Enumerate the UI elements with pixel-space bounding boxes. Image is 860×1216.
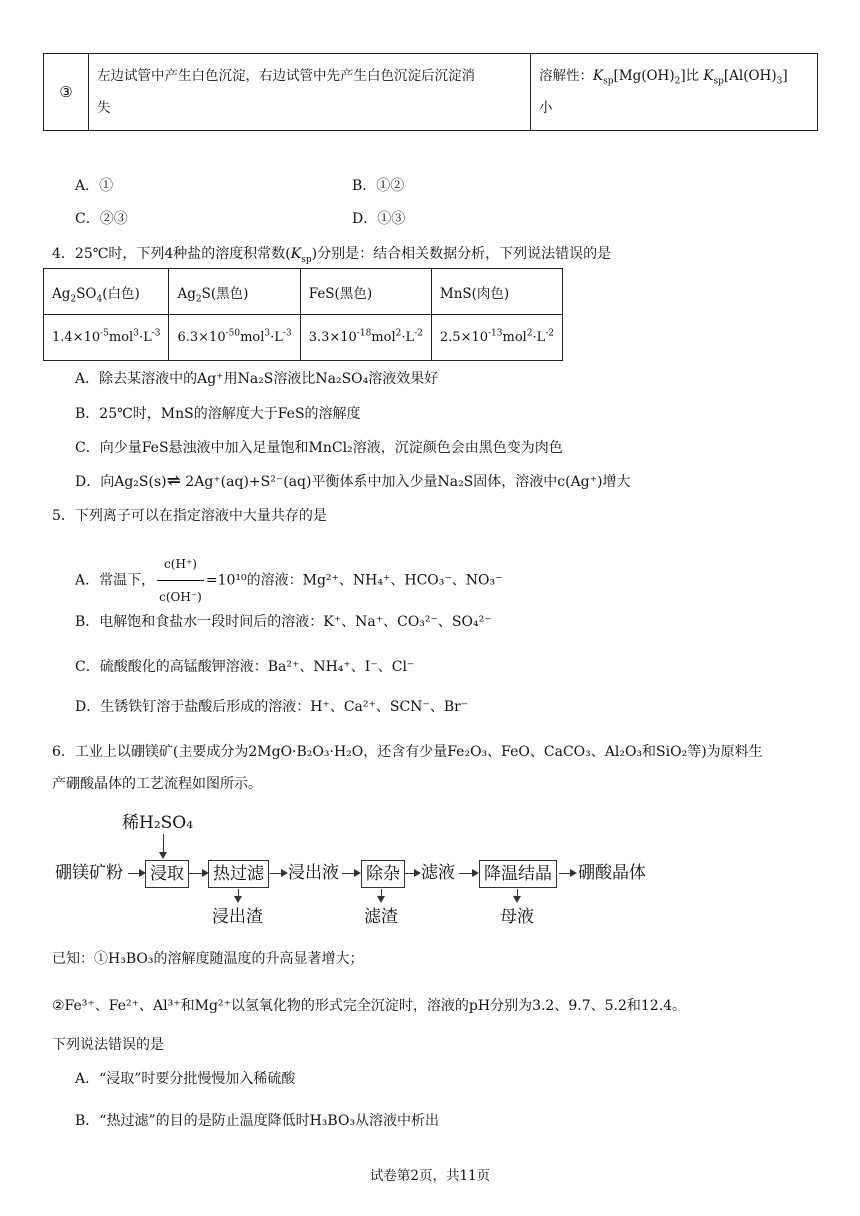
flow-arrow-7 xyxy=(559,873,575,874)
q3-option-d: D．①③ xyxy=(352,211,406,227)
flow-arrow-reagent xyxy=(163,834,164,857)
ksp-table xyxy=(43,268,563,361)
conclusion-line2: 小 xyxy=(539,100,553,116)
flow-arrow-1 xyxy=(128,873,144,874)
conclusion-cell xyxy=(531,54,818,131)
phenomenon-line1: 左边试管中产生白色沉淀，右边试管中先产生白色沉淀后沉淀消 xyxy=(97,68,475,84)
flow-arrow-down-2 xyxy=(381,889,382,901)
q6-stem-line1: 6．工业上以硼镁矿(主要成分为2MgO·B₂O₃·H₂O，还含有少量Fe₂O₃、FeO、CaCO₃、Al₂O₃和SiO₂等)为原料生 xyxy=(52,744,763,760)
q6-known-2: ②Fe³⁺、Fe²⁺、Al³⁺和Mg²⁺以氢氧化物的形式完全沉淀时，溶液的pH分别为3.2、9.7、5.2和12.4。 xyxy=(52,998,687,1014)
ksp-header-ag2s: $Ag_2S$(黑色) xyxy=(169,269,300,315)
phenomenon-cell xyxy=(89,54,531,131)
flow-waste-mother-liquor: 母液 xyxy=(500,907,534,927)
ksp-header-fes: FeS(黑色) xyxy=(300,269,431,315)
ksp-value-ag2s: $6.3\times 10^{-50}mol^3\cdot L^{-3}$ xyxy=(169,315,300,361)
q6-option-a: A．“浸取”时要分批慢慢加入稀硫酸 xyxy=(75,1071,296,1087)
page-footer: 试卷第2页，共11页 xyxy=(369,1168,491,1184)
q5-stem: 5．下列离子可以在指定溶液中大量共存的是 xyxy=(52,508,327,524)
q3-option-a: A．① xyxy=(75,178,114,194)
q5-option-d: D．生锈铁钉溶于盐酸后形成的溶液：H⁺、Ca²⁺、SCN⁻、Br⁻ xyxy=(75,699,469,715)
q5-option-b: B．电解饱和食盐水一段时间后的溶液：K⁺、Na⁺、CO₃²⁻、SO₄²⁻ xyxy=(75,614,492,630)
ksp-header-mns: MnS(肉色) xyxy=(431,269,562,315)
conclusion-line1: 溶解性：$K_{sp}[Mg(OH)_2]$比 $K_{sp}[Al(OH)_3]$ xyxy=(539,68,788,87)
q4-option-d: D．向Ag₂S(s)⇌ 2Ag⁺(aq)+S²⁻(aq)平衡体系中加入少量Na₂S固体，溶液中c(Ag⁺)增大 xyxy=(75,471,631,491)
flow-arrow-down-1 xyxy=(238,889,239,901)
flow-intermediate-filtrate: 滤液 xyxy=(421,863,455,883)
flow-product: 硼酸晶体 xyxy=(578,863,646,883)
flow-arrow-down-3 xyxy=(517,889,518,901)
flow-step-leach: 浸取 xyxy=(145,860,189,888)
ratio-fraction: $\frac{c(H^+)}{c(OH^-)}$ xyxy=(157,548,204,613)
flow-intermediate-leachate: 浸出液 xyxy=(288,863,339,883)
equilibrium-glyph: ⇌ xyxy=(166,471,181,491)
q3-option-b: B．①② xyxy=(352,178,405,194)
flow-raw-material: 硼镁矿粉 xyxy=(55,863,123,883)
flow-arrow-6 xyxy=(459,873,477,874)
flow-reagent: 稀H₂SO₄ xyxy=(122,813,194,833)
phenomenon-line2: 失 xyxy=(97,100,111,116)
q6-stem-line2: 产硼酸晶体的工艺流程如图所示。 xyxy=(52,776,262,792)
flow-step-cooling-crystallization: 降温结晶 xyxy=(479,860,557,888)
flow-arrow-4 xyxy=(342,873,359,874)
q3-table-row xyxy=(43,53,818,131)
q4-option-b: B．25℃时，MnS的溶解度大于FeS的溶解度 xyxy=(75,406,361,422)
flow-arrow-2 xyxy=(189,873,207,874)
ksp-value-mns: $2.5\times 10^{-13}mol^2\cdot L^{-2}$ xyxy=(431,315,562,361)
flow-step-impurity-removal: 除杂 xyxy=(361,860,405,888)
q6-ask: 下列说法错误的是 xyxy=(52,1037,164,1053)
ksp-value-ag2so4: $1.4\times 10^{-5}mol^3\cdot L^{-3}$ xyxy=(44,315,169,361)
q4-option-c: C．向少量FeS悬浊液中加入足量饱和MnCl₂溶液，沉淀颜色会由黑色变为肉色 xyxy=(75,440,563,456)
flow-waste-leach-residue: 浸出渣 xyxy=(212,907,263,927)
q4-stem: 4．25℃时，下列4种盐的溶度积常数$(K_{sp})$分别是：结合相关数据分析，下列说法错误的是 xyxy=(52,246,612,265)
q5-option-a: A．常温下， $\frac{c(H^+)}{c(OH^-)}$ =10¹⁰的溶液：Mg²⁺、NH₄⁺、HCO₃⁻、NO₃⁻ xyxy=(75,548,503,613)
ksp-header-ag2so4: $Ag_2SO_4$(白色) xyxy=(44,269,169,315)
flow-arrow-3 xyxy=(270,873,286,874)
q5-option-c: C．硫酸酸化的高锰酸钾溶液：Ba²⁺、NH₄⁺、I⁻、Cl⁻ xyxy=(75,659,415,675)
ksp-value-fes: $3.3\times 10^{-18}mol^2\cdot L^{-2}$ xyxy=(300,315,431,361)
row-index: ③ xyxy=(44,54,89,131)
q4-option-a: A．除去某溶液中的Ag⁺用Na₂S溶液比Na₂SO₄溶液效果好 xyxy=(75,371,439,387)
flow-arrow-5 xyxy=(405,873,419,874)
flow-waste-filter-residue: 滤渣 xyxy=(364,907,398,927)
flow-step-hot-filter: 热过滤 xyxy=(208,860,269,888)
q6-known-1: 已知：①H₃BO₃的溶解度随温度的升高显著增大； xyxy=(52,951,364,967)
q3-option-c: C．②③ xyxy=(75,211,128,227)
q6-option-b: B．“热过滤”的目的是防止温度降低时H₃BO₃从溶液中析出 xyxy=(75,1113,440,1129)
